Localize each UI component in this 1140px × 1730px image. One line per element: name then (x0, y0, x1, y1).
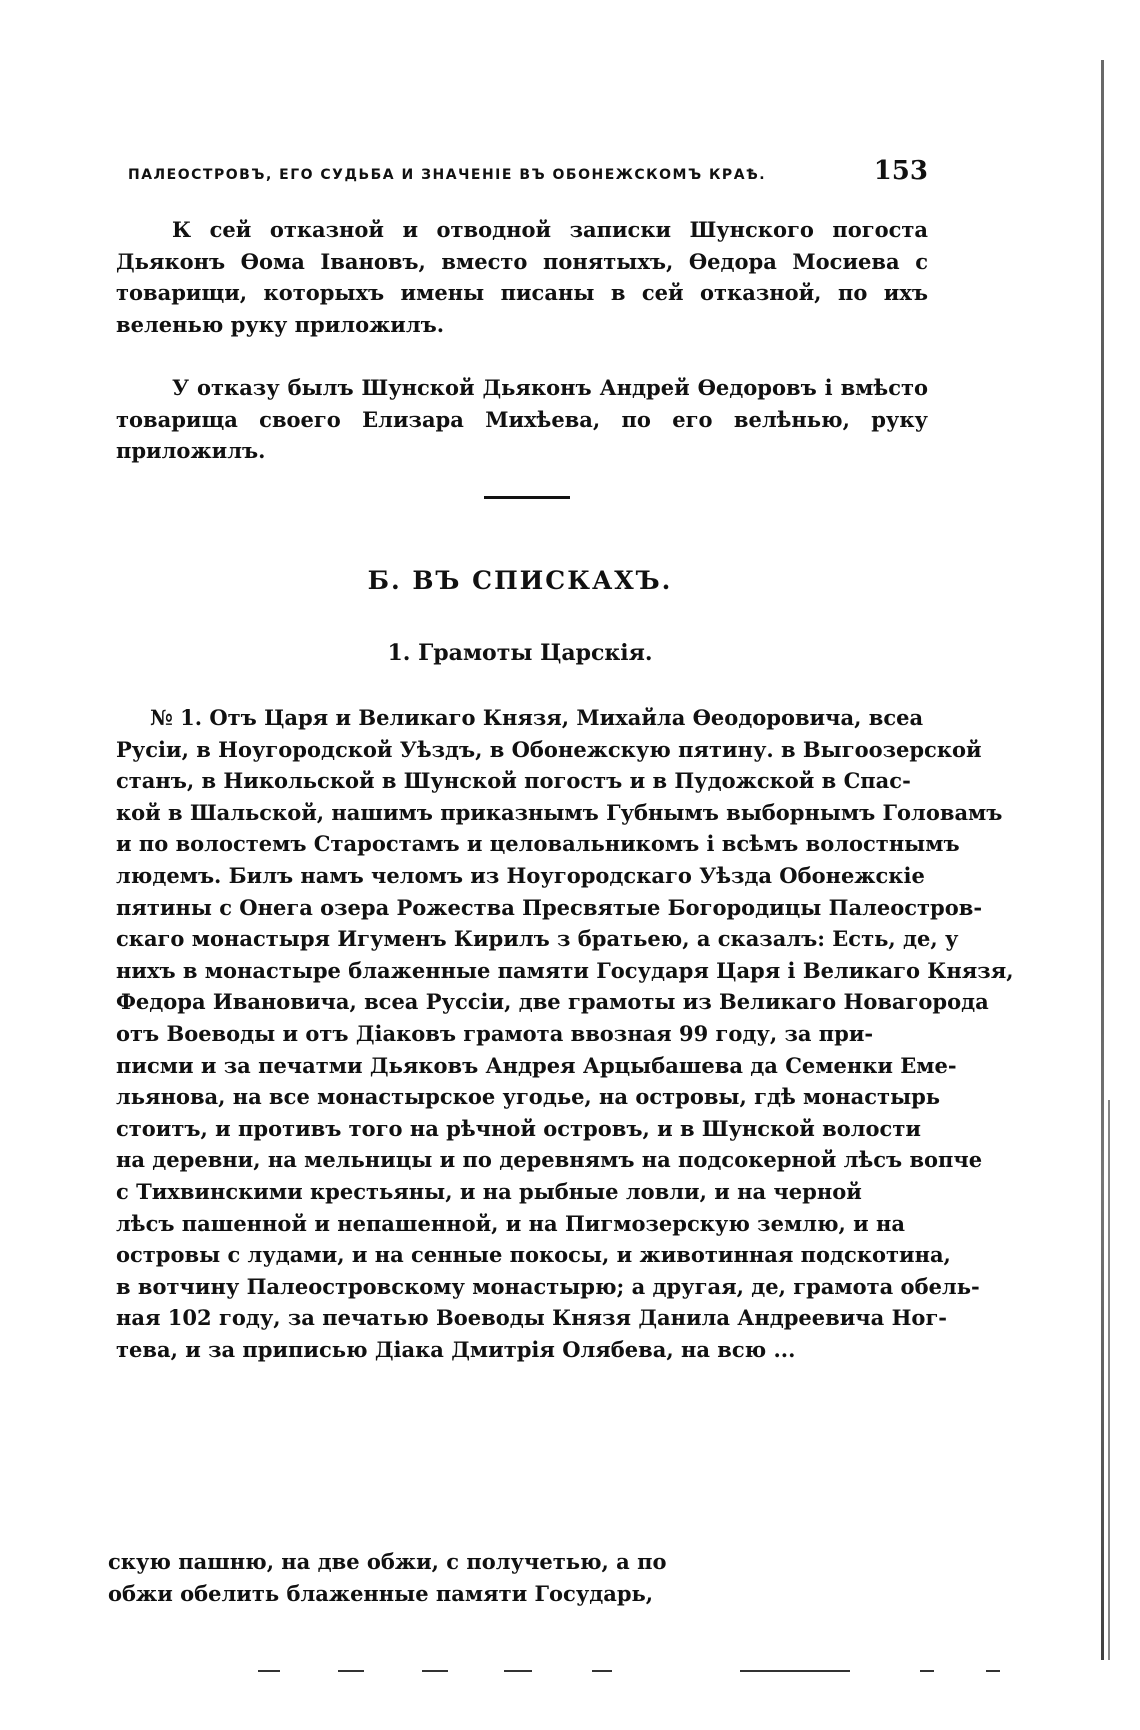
document-line: пятины с Онега озера Рожества Пресвятые Богородицы Палеостров- (116, 894, 983, 920)
document-line: Русіи, в Ноугородской Уѣздъ, в Обонежскую пятину. в Выгоозерской (116, 736, 982, 762)
scan-artifact-dash (258, 1670, 280, 1672)
document-line: Федора Ивановича, всеа Руссіи, две грамоты из Великаго Новагорода (116, 989, 989, 1015)
paragraph-signature-1: К сей отказной и отводной записки Шунского погоста Дьяконъ Ѳома Івановъ, вместо понятыхъ, Ѳедора Мосиева с товарищи, которыхъ имены писаны в сей отказной, по ихъ веленью руку приложилъ. (116, 217, 928, 337)
scan-artifact-dash (986, 1670, 1000, 1672)
section-title: Б. ВЪ СПИСКАХЪ. (367, 566, 673, 595)
document-line: и по волостемъ Старостамъ и целовальникомъ і всѣмъ волостнымъ (116, 831, 960, 857)
page-edge-shadow-inner (1108, 1100, 1110, 1660)
running-head: ПАЛЕОСТРОВЪ, ЕГО СУДЬБА И ЗНАЧЕНІЕ ВЪ ОБОНЕЖСКОМЪ КРАѢ. (128, 167, 767, 183)
subsection-title: 1. Грамоты Царскія. (387, 640, 653, 666)
document-line: лѣсъ пашенной и непашенной, и на Пигмозерскую землю, и на (116, 1210, 906, 1236)
fragment-line: обжи обелить блаженные памяти Государь, (108, 1580, 654, 1606)
document-line: № 1. Отъ Царя и Великаго Князя, Михайла Ѳеодоровича, всеа (150, 705, 924, 730)
document-line: островы с лудами, и на сенные покосы, и животинная подскотина, (116, 1242, 951, 1268)
page-edge-shadow (1101, 60, 1104, 1660)
scan-artifact-dash (592, 1670, 612, 1672)
paragraph-signature-2: У отказу былъ Шунской Дьяконъ Андрей Ѳедоровъ і вмѣсто товарища своего Елизара Михѣева, по его велѣнью, руку приложилъ. (116, 375, 928, 464)
document-text (116, 702, 1014, 1365)
document-line: скаго монастыря Игуменъ Кирилъ з братьею, а сказалъ: Есть, де, у (116, 926, 959, 952)
document-line: льянова, на все монастырское угодье, на островы, гдѣ монастырь (116, 1084, 941, 1110)
scan-artifact-dash (504, 1670, 532, 1672)
scan-artifact-dash (740, 1670, 850, 1672)
document-line: стоитъ, и противъ того на рѣчной островъ, и в Шунской волости (116, 1115, 921, 1141)
document-line: в вотчину Палеостровскому монастырю; а другая, де, грамота обель- (116, 1273, 980, 1299)
document-line: кой в Шальской, нашимъ приказнымъ Губнымъ выборнымъ Головамъ (116, 799, 1003, 825)
document-line: с Тихвинскими крестьяны, и на рыбные ловли, и на черной (116, 1178, 862, 1204)
document-fragment (108, 1546, 708, 1609)
document-line: тева, и за приписью Діака Дмитрія Олябева, на всю ... (116, 1336, 796, 1362)
document-line: станъ, в Никольской в Шунской погостъ и в Пудожской в Спас- (116, 768, 911, 794)
document-line: людемъ. Билъ намъ челомъ из Ноугородскаго Уѣзда Обонежскіе (116, 862, 925, 888)
document-line: отъ Воеводы и отъ Діаковъ грамота ввозная 99 году, за при- (116, 1020, 874, 1046)
document-line: писми и за печатми Дьяковъ Андрея Арцыбашева да Семенки Еме- (116, 1052, 957, 1078)
document-line: ная 102 году, за печатью Воеводы Князя Данила Андреевича Ног- (116, 1305, 948, 1331)
fragment-line: скую пашню, на две обжи, с получетью, а по (108, 1549, 667, 1574)
scan-artifact-dash (338, 1670, 364, 1672)
section-divider (484, 496, 570, 499)
page-header (128, 156, 928, 186)
page-number: 153 (873, 156, 928, 186)
document-line: нихъ в монастыре блаженные памяти Государя Царя і Великаго Князя, (116, 957, 1014, 983)
document-line: на деревни, на мельницы и по деревнямъ на подсокерной лѣсъ вопче (116, 1147, 983, 1173)
scan-artifact-dash (920, 1670, 934, 1672)
scan-artifact-dash (422, 1670, 448, 1672)
